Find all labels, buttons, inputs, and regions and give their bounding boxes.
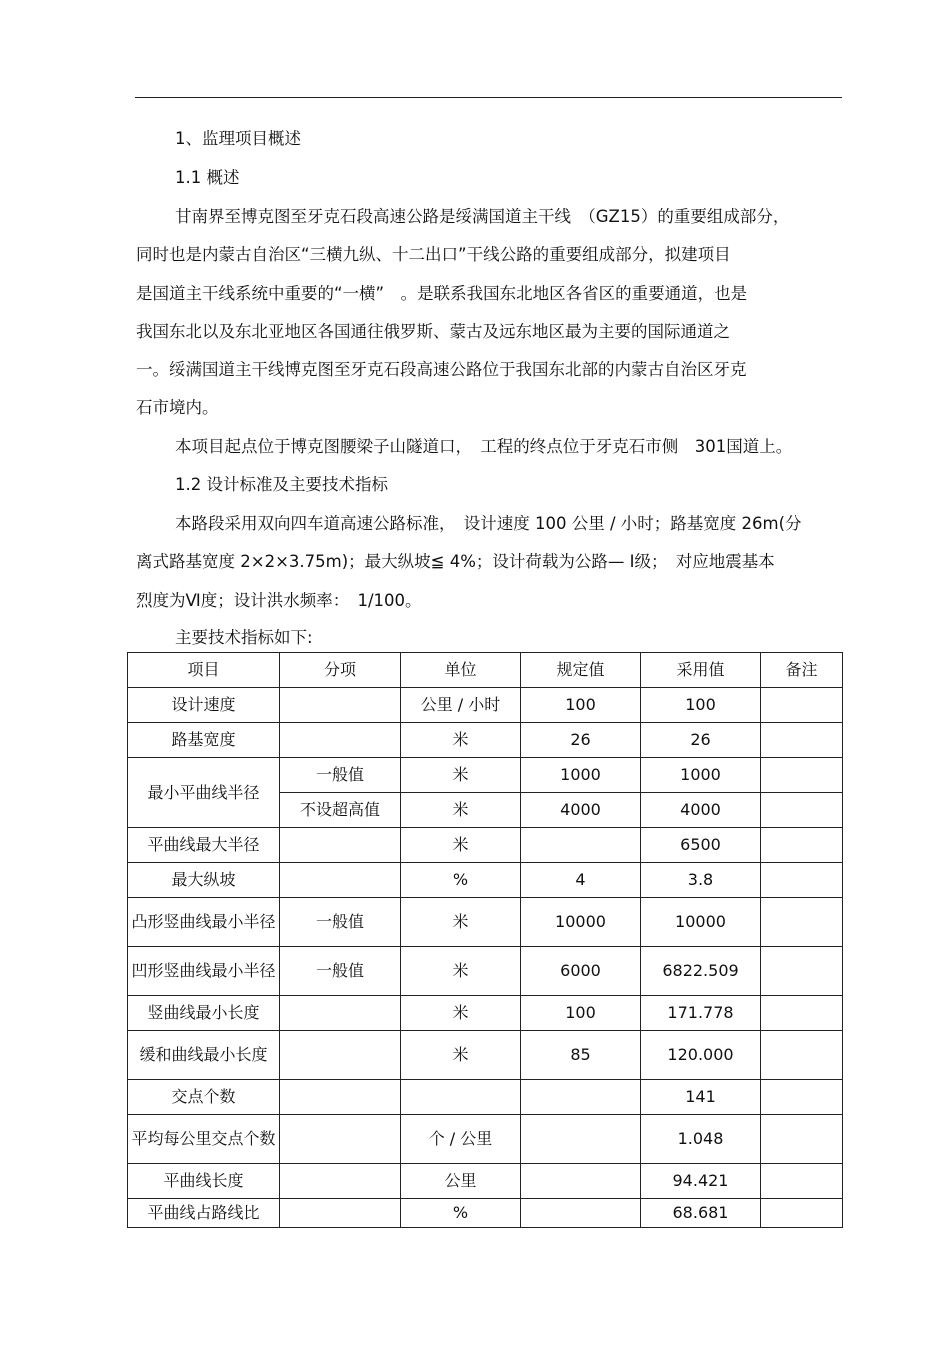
cell-item: 最小平曲线半径 xyxy=(128,758,280,828)
cell-spec xyxy=(521,1164,641,1199)
cell-spec: 4000 xyxy=(521,793,641,828)
overview-line-4: 我国东北以及东北亚地区各国通往俄罗斯、蒙古及远东地区最为主要的国际通道之 xyxy=(136,322,730,341)
cell-adopted: 26 xyxy=(641,723,761,758)
table-intro: 主要技术指标如下: xyxy=(175,628,313,647)
cell-item: 路基宽度 xyxy=(128,723,280,758)
cell-spec: 10000 xyxy=(521,898,641,947)
cell-note xyxy=(761,1080,843,1115)
cell-adopted: 3.8 xyxy=(641,863,761,898)
section-heading-1: 1、监理项目概述 xyxy=(175,129,301,148)
cell-adopted: 1.048 xyxy=(641,1115,761,1164)
header-sub: 分项 xyxy=(280,653,401,688)
cell-unit: 米 xyxy=(401,947,521,996)
cell-item: 凹形竖曲线最小半径 xyxy=(128,947,280,996)
cell-spec xyxy=(521,1080,641,1115)
cell-unit: 米 xyxy=(401,898,521,947)
cell-spec: 26 xyxy=(521,723,641,758)
table-row xyxy=(128,688,843,723)
table-row xyxy=(128,898,843,947)
cell-note xyxy=(761,793,843,828)
location-paragraph: 本项目起点位于博克图腰梁子山隧道口， 工程的终点位于牙克石市侧 301国道上。 xyxy=(175,437,793,456)
cell-item: 凸形竖曲线最小半径 xyxy=(128,898,280,947)
header-note: 备注 xyxy=(761,653,843,688)
table-row xyxy=(128,828,843,863)
cell-item: 平曲线长度 xyxy=(128,1164,280,1199)
cell-note xyxy=(761,688,843,723)
cell-unit xyxy=(401,1080,521,1115)
standards-line-3: 烈度为Ⅵ度；设计洪水频率： 1/100。 xyxy=(136,591,422,610)
cell-unit: 个 / 公里 xyxy=(401,1115,521,1164)
cell-item: 平曲线占路线比 xyxy=(128,1199,280,1228)
header-adopted: 采用值 xyxy=(641,653,761,688)
cell-sub xyxy=(280,996,401,1031)
cell-note xyxy=(761,996,843,1031)
section-heading-1-1: 1.1 概述 xyxy=(175,168,240,187)
table-row xyxy=(128,723,843,758)
cell-adopted: 120.000 xyxy=(641,1031,761,1080)
table-row xyxy=(128,947,843,996)
table-row xyxy=(128,1199,843,1228)
cell-unit: 公里 xyxy=(401,1164,521,1199)
cell-sub xyxy=(280,1031,401,1080)
cell-spec: 100 xyxy=(521,688,641,723)
cell-unit: 米 xyxy=(401,723,521,758)
cell-sub xyxy=(280,1199,401,1228)
cell-sub xyxy=(280,1115,401,1164)
cell-spec: 100 xyxy=(521,996,641,1031)
cell-note xyxy=(761,723,843,758)
cell-item: 交点个数 xyxy=(128,1080,280,1115)
overview-line-5: 一。绥满国道主干线博克图至牙克石段高速公路位于我国东北部的内蒙古自治区牙克 xyxy=(136,360,747,379)
cell-adopted: 1000 xyxy=(641,758,761,793)
header-rule xyxy=(135,97,842,98)
cell-adopted: 141 xyxy=(641,1080,761,1115)
table-row xyxy=(128,758,843,793)
table-row xyxy=(128,1115,843,1164)
table-row xyxy=(128,863,843,898)
cell-unit: 公里 / 小时 xyxy=(401,688,521,723)
cell-unit: 米 xyxy=(401,758,521,793)
cell-sub: 一般值 xyxy=(280,898,401,947)
table-row xyxy=(128,996,843,1031)
cell-item: 最大纵坡 xyxy=(128,863,280,898)
cell-unit: 米 xyxy=(401,1031,521,1080)
cell-adopted: 100 xyxy=(641,688,761,723)
overview-line-2: 同时也是内蒙古自治区“三横九纵、十二出口”干线公路的重要组成部分，拟建项目 xyxy=(136,245,731,264)
cell-unit: % xyxy=(401,863,521,898)
tech-spec-table xyxy=(127,652,843,1228)
standards-line-2: 离式路基宽度 2×2×3.75m)；最大纵坡≦ 4%；设计荷载为公路— Ⅰ级； 对应地震基本 xyxy=(136,552,775,571)
header-item: 项目 xyxy=(128,653,280,688)
cell-note xyxy=(761,1164,843,1199)
cell-note xyxy=(761,1115,843,1164)
header-spec: 规定值 xyxy=(521,653,641,688)
table-row xyxy=(128,1031,843,1080)
table-row xyxy=(128,1164,843,1199)
section-heading-1-2: 1.2 设计标准及主要技术指标 xyxy=(175,475,388,494)
cell-note xyxy=(761,758,843,793)
cell-unit: 米 xyxy=(401,793,521,828)
cell-sub: 一般值 xyxy=(280,758,401,793)
cell-adopted: 68.681 xyxy=(641,1199,761,1228)
cell-spec: 6000 xyxy=(521,947,641,996)
cell-adopted: 4000 xyxy=(641,793,761,828)
header-unit: 单位 xyxy=(401,653,521,688)
cell-spec xyxy=(521,1199,641,1228)
cell-unit: 米 xyxy=(401,828,521,863)
cell-sub xyxy=(280,723,401,758)
cell-unit: % xyxy=(401,1199,521,1228)
cell-note xyxy=(761,1031,843,1080)
cell-note xyxy=(761,1199,843,1228)
cell-spec: 1000 xyxy=(521,758,641,793)
cell-note xyxy=(761,947,843,996)
cell-spec: 4 xyxy=(521,863,641,898)
cell-adopted: 94.421 xyxy=(641,1164,761,1199)
cell-item: 平均每公里交点个数 xyxy=(128,1115,280,1164)
cell-item: 竖曲线最小长度 xyxy=(128,996,280,1031)
cell-item: 缓和曲线最小长度 xyxy=(128,1031,280,1080)
cell-note xyxy=(761,863,843,898)
cell-spec: 85 xyxy=(521,1031,641,1080)
cell-sub: 不设超高值 xyxy=(280,793,401,828)
cell-adopted: 171.778 xyxy=(641,996,761,1031)
cell-adopted: 6500 xyxy=(641,828,761,863)
cell-sub xyxy=(280,828,401,863)
cell-sub: 一般值 xyxy=(280,947,401,996)
overview-line-3: 是国道主干线系统中重要的“一横” 。是联系我国东北地区各省区的重要通道，也是 xyxy=(136,284,748,303)
cell-item: 设计速度 xyxy=(128,688,280,723)
cell-sub xyxy=(280,688,401,723)
cell-note xyxy=(761,828,843,863)
cell-spec xyxy=(521,1115,641,1164)
table-row xyxy=(128,1080,843,1115)
cell-item: 平曲线最大半径 xyxy=(128,828,280,863)
cell-unit: 米 xyxy=(401,996,521,1031)
cell-sub xyxy=(280,863,401,898)
overview-line-6: 石市境内。 xyxy=(136,398,219,417)
cell-adopted: 10000 xyxy=(641,898,761,947)
standards-line-1: 本路段采用双向四车道高速公路标准， 设计速度 100 公里 / 小时；路基宽度 26m(分 xyxy=(175,514,802,533)
cell-adopted: 6822.509 xyxy=(641,947,761,996)
table-header-row xyxy=(128,653,843,688)
cell-sub xyxy=(280,1080,401,1115)
cell-spec xyxy=(521,828,641,863)
overview-line-1: 甘南界至博克图至牙克石段高速公路是绥满国道主干线 （GZ15）的重要组成部分， xyxy=(175,207,790,226)
cell-sub xyxy=(280,1164,401,1199)
cell-note xyxy=(761,898,843,947)
